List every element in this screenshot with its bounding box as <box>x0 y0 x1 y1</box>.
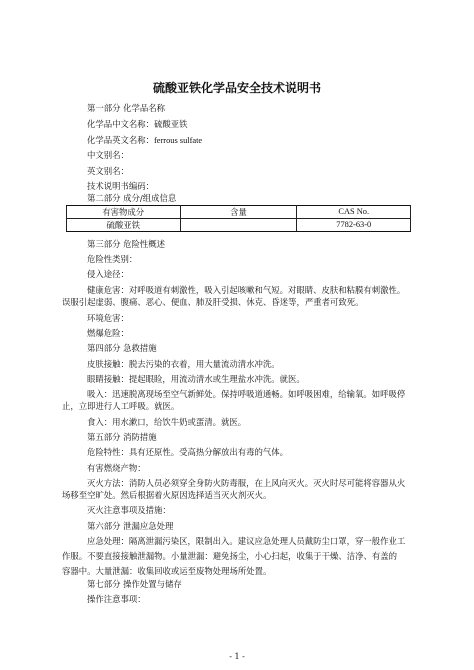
health-hazard-line-2: 误服引起虚弱、腹痛、恶心、便血、肺及肝受损、休克、昏迷等，严重者可致死。 <box>62 297 364 307</box>
hazard-class-line: 危险性类别： <box>87 254 138 264</box>
chinese-alias-line: 中文别名： <box>87 150 129 160</box>
handling-notes-line: 操作注意事项： <box>87 594 146 604</box>
extinguishing-notes-line: 灭火注意事项及措施： <box>87 505 171 515</box>
inhalation-line-2: 止，立即进行人工呼吸。就医。 <box>62 401 180 411</box>
table-row <box>67 219 411 232</box>
page-number: - 1 - <box>229 652 245 661</box>
header-content: 含量 <box>180 206 297 219</box>
eye-contact-line: 眼睛接触：提起眼睑，用流动清水或生理盐水冲洗。就医。 <box>87 374 305 384</box>
header-component: 有害物成分 <box>67 206 181 219</box>
document-code-line: 技术说明书编码： <box>87 181 154 191</box>
cell-cas: 7782-63-0 <box>297 219 411 232</box>
explosion-hazard-line: 燃爆危险： <box>87 328 129 338</box>
chinese-name-line: 化学品中文名称：硫酸亚铁 <box>87 119 188 129</box>
composition-table <box>66 205 411 232</box>
extinguishing-line-2: 场移至空旷处。然后根据着火原因选择适当灭火剂灭火。 <box>62 490 272 500</box>
ingestion-line: 食入：用水漱口，给饮牛奶或蛋清。就医。 <box>87 417 247 427</box>
spill-response-line-3: 容器中。大量泄漏：收集回收或运至废物处理场所处置。 <box>62 566 272 576</box>
section-heading-part3: 第三部分 危险性概述 <box>87 239 166 249</box>
english-name-label: 化学品英文名称： <box>87 135 154 145</box>
spill-response-line-2: 作服。不要直接接触泄漏物。小量泄漏：避免扬尘，小心扫起，收集于干燥、洁净、有盖的 <box>62 551 397 561</box>
skin-contact-line: 皮肤接触：脱去污染的衣着，用大量流动清水冲洗。 <box>87 359 280 369</box>
section-heading-part7: 第七部分 操作处置与储存 <box>87 579 182 589</box>
composition-header-row <box>67 206 411 219</box>
environment-hazard-line: 环境危害： <box>87 313 129 323</box>
section-heading-part1: 第一部分 化学品名称 <box>87 103 166 113</box>
english-name-value: ferrous sulfate <box>154 136 203 145</box>
english-name-line <box>87 135 202 146</box>
section-heading-part6: 第六部分 泄漏应急处理 <box>87 521 174 531</box>
section-heading-part4: 第四部分 急救措施 <box>87 343 157 353</box>
header-cas: CAS No. <box>297 206 411 219</box>
english-alias-line: 英文别名： <box>87 166 129 176</box>
section-heading-part2: 第二部分 成分/组成信息 <box>87 193 177 203</box>
section-heading-part5: 第五部分 消防措施 <box>87 432 157 442</box>
fire-hazard-line: 危险特性：具有还原性。受高热分解放出有毒的气体。 <box>87 447 288 457</box>
inhalation-line-1: 吸入：迅速脱离现场至空气新鲜处。保持呼吸道通畅。如呼吸困难，给输氧。如呼吸停 <box>87 389 406 399</box>
spill-response-line-1: 应急处理：隔离泄漏污染区，限制出入。建议应急处理人员戴防尘口罩，穿一般作业工 <box>87 536 406 546</box>
extinguishing-line-1: 灭火方法：消防人员必须穿全身防火防毒服，在上风向灭火。灭火时尽可能将容器从火 <box>87 478 406 488</box>
document-title: 硫酸亚铁化学品安全技术说明书 <box>152 81 321 95</box>
health-hazard-line-1: 健康危害：对呼吸道有刺激性，吸入引起咳嗽和气短。对眼睛、皮肤和粘膜有刺激性。 <box>87 285 406 295</box>
combustion-products-line: 有害燃烧产物： <box>87 463 146 473</box>
cell-component: 硫酸亚铁 <box>67 219 181 232</box>
route-line: 侵入途径： <box>87 269 129 279</box>
cell-content <box>180 219 297 232</box>
